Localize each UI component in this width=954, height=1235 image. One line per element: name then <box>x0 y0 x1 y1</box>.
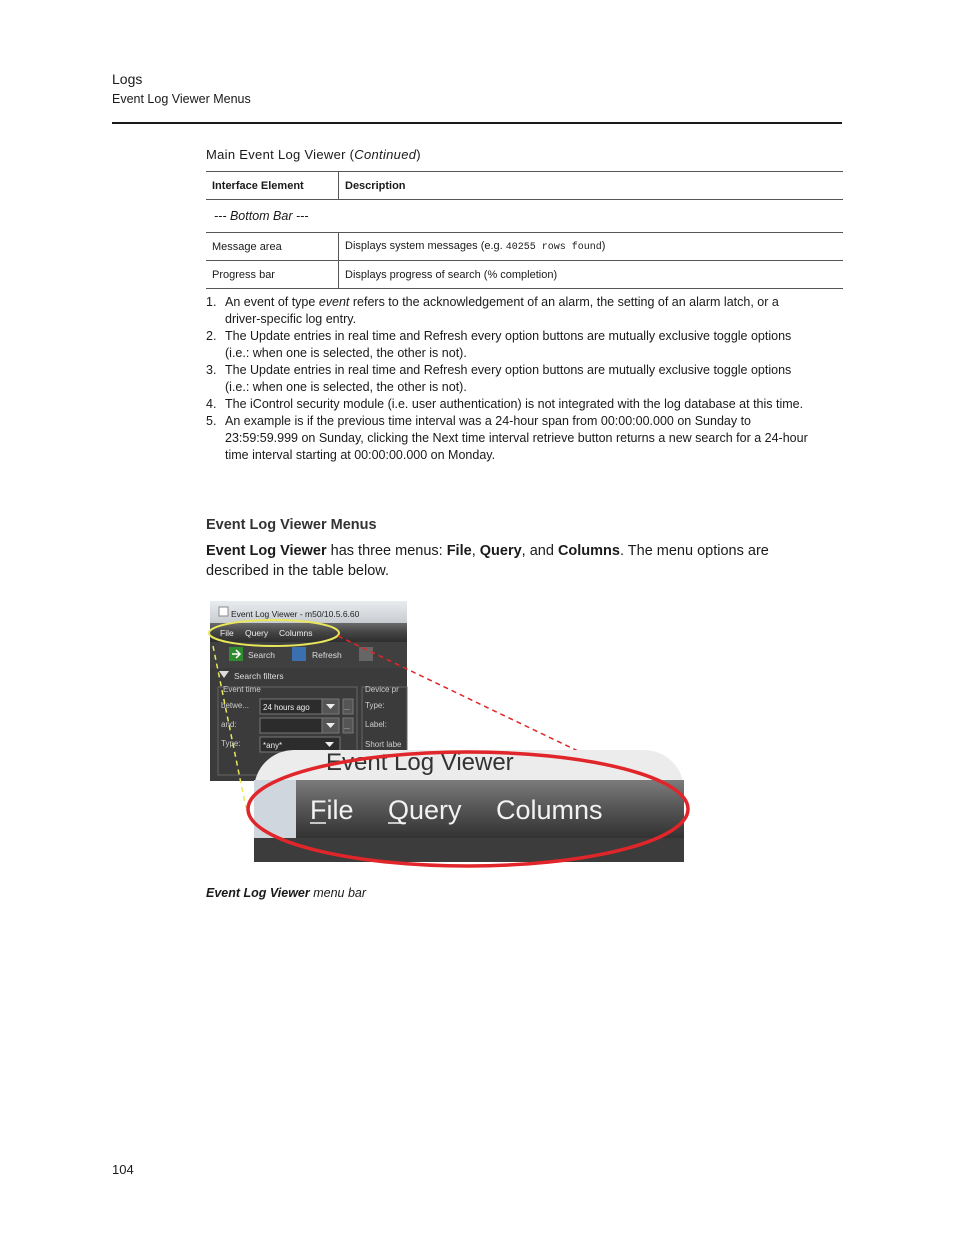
footnote-number: 4. <box>206 397 217 411</box>
caption-bold: Event Log Viewer <box>206 886 310 900</box>
table-section-row <box>206 200 843 233</box>
footnote-text: The Update entries in real time and Refresh every option buttons are mutually exclusive toggle options (i.e.: when one is selected, the other is not). <box>225 329 792 360</box>
table-row <box>206 261 843 289</box>
short-label-label: Short labe <box>365 740 402 749</box>
footnotes-list <box>206 294 816 464</box>
table-row <box>206 233 843 261</box>
zoom-menu-query: Query <box>388 795 462 825</box>
section-heading: Event Log Viewer Menus <box>206 517 377 533</box>
type-value: *any* <box>263 741 283 750</box>
window-title: Event Log Viewer - m50/10.5.6.60 <box>231 609 360 619</box>
footnote-item <box>206 362 816 396</box>
device-label-label: Label: <box>365 720 387 729</box>
footnote-item <box>206 413 816 464</box>
caption-suffix: ) <box>416 147 421 162</box>
zoom-menu-file: File <box>310 795 354 825</box>
para-text: has three menus: <box>326 543 447 559</box>
row-element: Message area <box>206 233 339 261</box>
table-caption <box>206 147 421 162</box>
footnote-number: 3. <box>206 363 217 377</box>
device-type-label: Type: <box>365 701 385 710</box>
footnote-number: 5. <box>206 414 217 428</box>
row-description <box>339 233 844 261</box>
running-header-title: Logs <box>112 71 143 87</box>
desc-suffix: ) <box>601 240 606 252</box>
figure-caption <box>206 886 366 900</box>
refresh-button[interactable]: Refresh <box>312 650 342 660</box>
device-label: Device pr <box>365 685 399 694</box>
zoom-menu-columns: Columns <box>496 795 603 825</box>
footnote-text: The iControl security module (i.e. user authentication) is not integrated with the log database at this time. <box>225 397 804 411</box>
between-more-button[interactable]: ... <box>344 705 350 712</box>
between-label: betwe... <box>221 701 250 710</box>
and-select[interactable] <box>260 718 322 733</box>
para-text: , <box>471 543 480 559</box>
caption-italic: Continued <box>354 147 417 162</box>
and-label: and: <box>221 720 237 729</box>
event-log-viewer-figure <box>206 598 696 873</box>
between-value: 24 hours ago <box>263 703 310 712</box>
para-text: . The menu options are described in the table below. <box>206 543 769 579</box>
search-button[interactable]: Search <box>248 650 275 660</box>
footnote-text: An example is if the previous time interval was a 24-hour span from 00:00:00.000 on Sunday to 23:59:59.999 on Sunday, clicking the Next time interval retrieve button returns a new search for a 24-hour time interval starting at 00:00:00.000 on Monday. <box>225 414 808 462</box>
menu-query[interactable]: Query <box>245 628 269 638</box>
search-filters-label: Search filters <box>234 671 284 681</box>
footnote-text: An event of type <box>225 295 319 309</box>
footnote-number: 1. <box>206 295 217 309</box>
footnote-item <box>206 328 816 362</box>
desc-prefix: Displays system messages (e.g. <box>345 240 506 252</box>
type-label: Type: <box>221 739 241 748</box>
desc-code: 40255 rows found <box>505 242 602 253</box>
col-interface-element: Interface Element <box>206 172 339 200</box>
para-bold: File <box>446 543 472 559</box>
row-description: Displays progress of search (% completion) <box>339 261 844 289</box>
footnote-emphasis: event <box>318 295 350 309</box>
para-text: , and <box>521 543 558 559</box>
section-paragraph <box>206 541 826 581</box>
zoom-title: Event Log Viewer <box>326 749 514 776</box>
para-bold: Columns <box>557 543 620 559</box>
menu-file[interactable]: File <box>220 628 234 638</box>
event-time-label: Event time <box>223 685 261 694</box>
table-header-row <box>206 172 843 200</box>
and-more-button[interactable]: ... <box>344 724 350 731</box>
page-number: 104 <box>112 1162 134 1177</box>
section-bottom-bar: --- Bottom Bar --- <box>206 200 843 233</box>
para-bold: Event Log Viewer <box>206 543 327 559</box>
menu-columns[interactable]: Columns <box>279 628 313 638</box>
col-description: Description <box>339 172 844 200</box>
running-header-subtitle: Event Log Viewer Menus <box>112 92 251 106</box>
refresh-icon <box>292 647 306 661</box>
caption-prefix: Main Event Log Viewer ( <box>206 147 355 162</box>
header-rule <box>112 122 842 124</box>
row-element: Progress bar <box>206 261 339 289</box>
para-bold: Query <box>479 543 522 559</box>
footnote-text: The Update entries in real time and Refresh every option buttons are mutually exclusive toggle options (i.e.: when one is selected, the other is not). <box>225 363 792 394</box>
interface-table <box>206 171 843 289</box>
footnote-number: 2. <box>206 329 217 343</box>
footnote-item <box>206 294 816 328</box>
footnote-text: refers to the acknowledgement of an alarm, the setting of an alarm latch, or a driver-specific log entry. <box>225 295 779 326</box>
caption-rest: menu bar <box>309 886 367 900</box>
footnote-item <box>206 396 816 413</box>
